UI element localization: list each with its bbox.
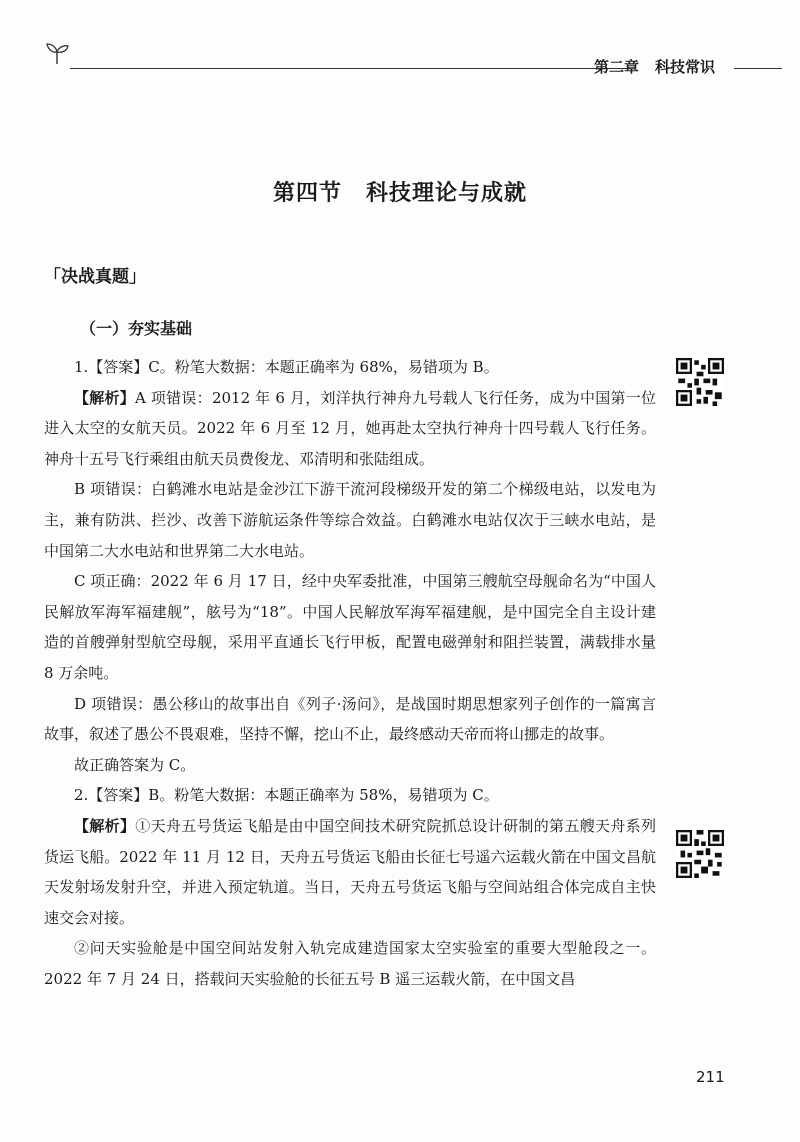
chapter-topic: 科技常识 [655,58,716,76]
paragraph: 【解析】A 项错误：2012 年 6 月，刘洋执行神舟九号载人飞行任务，成为中国第一位进入太空的女航天员。2022 年 6 月至 12 月，她再赴太空执行神舟十四号载人飞行任务。神舟十五号飞行乘组由航天员费俊龙、邓清明和张陆组成。 [44,388,656,468]
page-number: 211 [696,1068,725,1086]
header-rule [70,68,630,69]
header-rule-right [734,68,782,69]
paragraph: 2.【答案】B。粉笔大数据：本题正确率为 58%，易错项为 C。 [74,786,499,805]
paragraph: B 项错误：白鹤滩水电站是金沙江下游干流河段梯级开发的第二个梯级电站，以发电为主，兼有防洪、拦沙、改善下游航运条件等综合效益。白鹤滩水电站仅次于三峡水电站，是中国第二大水电站和世界第二大水电站。 [44,480,656,560]
paragraph: 1.【答案】C。粉笔大数据：本题正确率为 68%，易错项为 B。 [74,358,499,376]
title-prefix: 第四节 [272,181,342,206]
qr-code-icon[interactable] [676,358,724,406]
section-title: 「决战真题」 [44,267,146,287]
chapter-label [594,56,715,77]
qr-code-icon[interactable] [676,830,724,878]
sprout-icon [44,40,70,66]
paragraph: D 项错误：愚公移山的故事出自《列子·汤问》，是战国时期思想家列子创作的一篇寓言故事，叙述了愚公不畏艰难，坚持不懈，挖山不止，最终感动天帝而将山挪走的故事。 [44,694,656,744]
subsection-title: （一）夯实基础 [80,319,193,338]
body-text [44,352,656,994]
chapter-number: 第二章 [594,58,640,76]
title-main: 科技理论与成就 [366,181,528,206]
page-title [0,176,800,207]
paragraph: C 项正确：2022 年 6 月 17 日，经中央军委批准，中国第三艘航空母舰命名为“中国人民解放军海军福建舰”，舷号为“18”。中国人民解放军海军福建舰，是中国完全自主设计建造的首艘弹射型航空母舰，采用平直通长飞行甲板，配置电磁弹射和阻拦装置，满载排水量 8 万余吨。 [44,572,656,682]
paragraph: 故正确答案为 C。 [74,755,196,774]
paragraph: ②问天实验舱是中国空间站发射入轨完成建造国家太空实验室的重要大型舱段之一。2022 年 7 月 24 日，搭载问天实验舱的长征五号 B 遥三运载火箭，在中国文昌 [44,939,656,988]
paragraph: 【解析】①天舟五号货运飞船是由中国空间技术研究院抓总设计研制的第五艘天舟系列货运飞船。2022 年 11 月 12 日，天舟五号货运飞船由长征七号遥六运载火箭在中国文昌航天发射场发射升空，并进入预定轨道。当日，天舟五号货运飞船与空间站组合体完成自主快速交会对接。 [44,816,656,927]
running-header [44,38,764,78]
